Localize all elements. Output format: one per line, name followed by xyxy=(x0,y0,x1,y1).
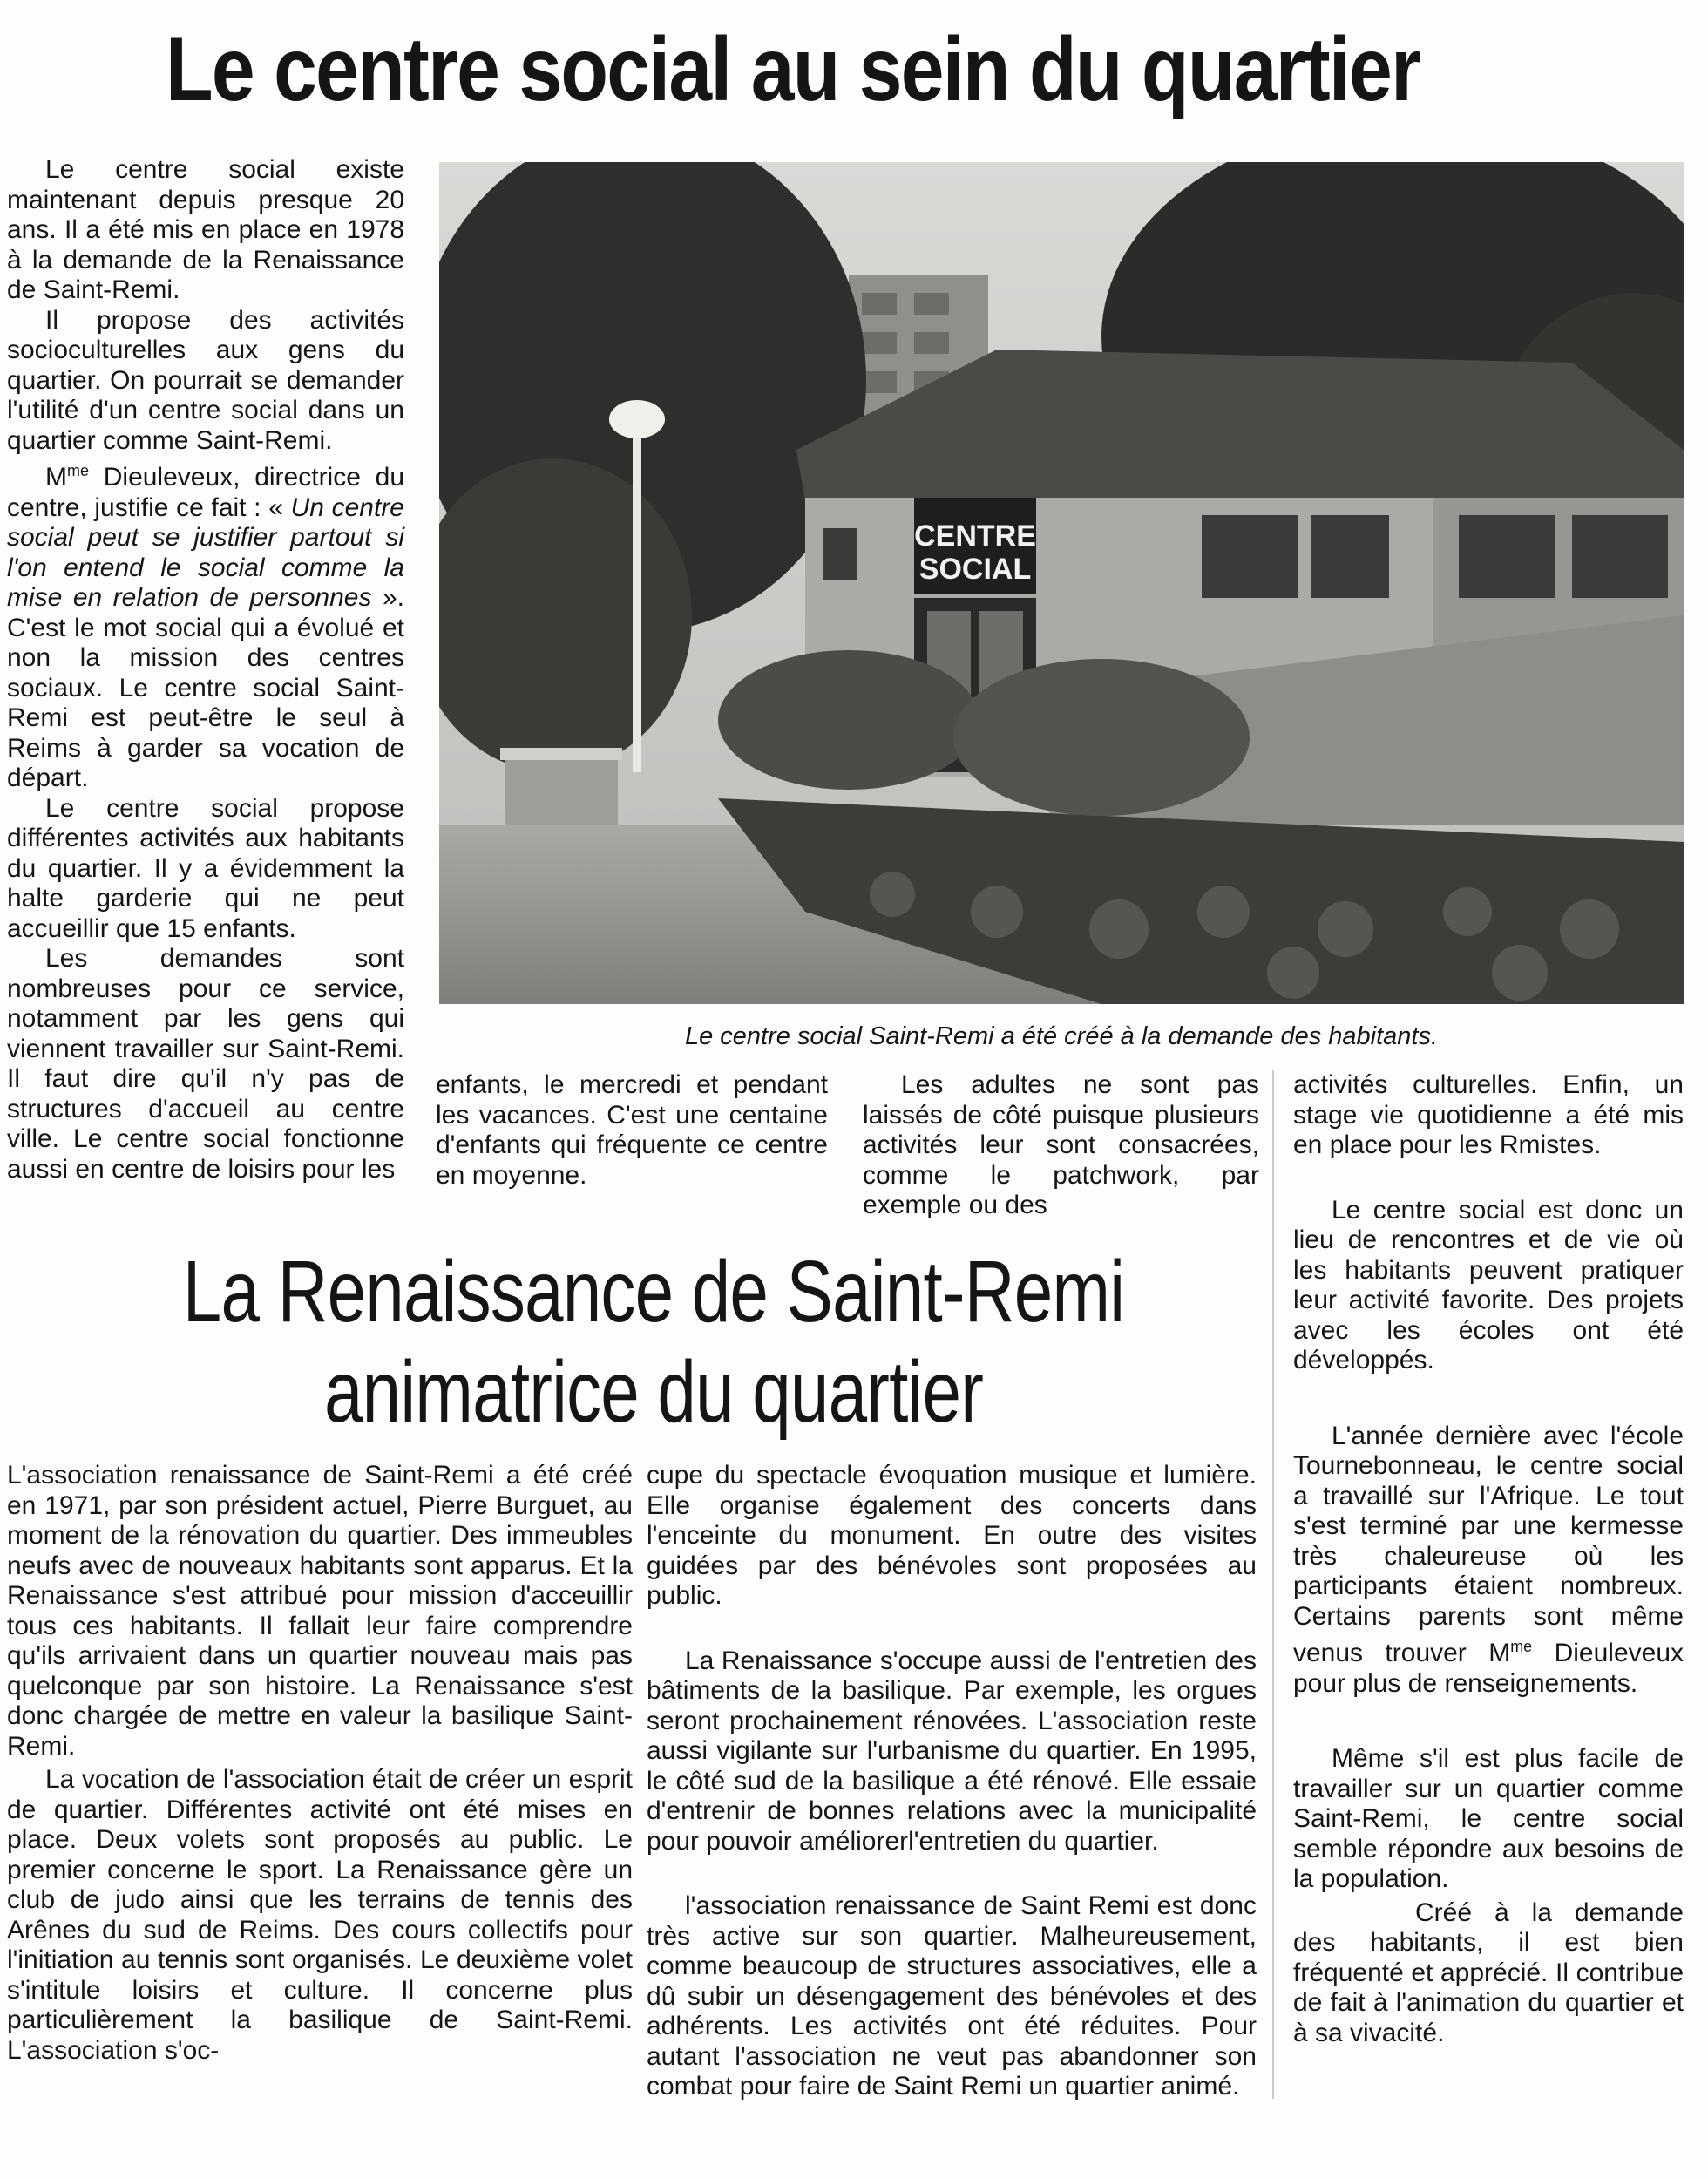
article1-column-3 xyxy=(863,1070,1259,1221)
paragraph-quote: $M^{me}$ Dieuleveux, directrice du centre, justifie ce fait : « Un centre social peut se justifier partout si l'on entend le social comme la mise en relation de personnes ». C'est le mot social qui a évolué et non la mission des centres sociaux. Le centre social Saint-Remi est peut-être le seul à Reims à garder sa vocation de départ. xyxy=(7,462,404,792)
sign-text-social: SOCIAL xyxy=(918,553,1032,586)
paragraph: Le centre social est donc un lieu de rencontres et de vie où les habitants peuvent pratiquer leur activité favorite. Des projets avec les écoles ont été développés. xyxy=(1293,1195,1684,1375)
paragraph: L'année dernière avec l'école Tournebonneau, le centre social a travaillé sur l'Afrique. Le tout s'est terminé par une kermesse très chaleureuse où les participants étaient nombreux. Certains parents sont même venus trouver $M^{me}$ Dieuleveux pour plus de renseignements. xyxy=(1293,1421,1684,1698)
article1-column-4 xyxy=(1293,1070,1684,2048)
paragraph: Il propose des activités socioculturelles aux gens du quartier. On pourrait se demander l'utilité d'un centre social dans un quartier comme Saint-Remi. xyxy=(7,305,404,455)
paragraph: La Renaissance s'occupe aussi de l'entretien des bâtiments de la basilique. Par exemple, les orgues seront prochainement rénovées. L'association reste aussi vigilante sur l'urbanisme du quartier. En 1995, le côté sud de la basilique a été rénové. Elle essaie d'entrenir de bonnes relations avec la municipalité pour pouvoir améliorerl'entretien du quartier. xyxy=(647,1646,1257,1856)
paragraph: Le centre social propose différentes activités aux habitants du quartier. Il y a évidemment la halte garderie qui ne peut accueillir que 15 enfants. xyxy=(7,793,404,943)
second-headline-line1: La Renaissance de Saint-Remi xyxy=(182,1243,1125,1341)
paragraph: enfants, le mercredi et pendant les vacances. C'est une centaine d'enfants qui fréquente ce centre en moyenne. xyxy=(436,1070,828,1190)
article1-column-1 xyxy=(7,155,404,1185)
paragraph: l'association renaissance de Saint Remi est donc très active sur son quartier. Malheureusement, comme beaucoup de structures associatives, elle a dû subir un désengagement des bénévoles et des adhérents. Les activités ont été réduites. Pour autant l'association ne veut pas abandonner son combat pour faire de Saint Remi un quartier animé. xyxy=(647,1891,1257,2101)
sign-text-centre: CENTRE xyxy=(914,519,1036,553)
paragraph: L'association renaissance de Saint-Remi a été créé en 1971, par son président actuel, Pierre Burguet, au moment de la rénovation du quartier. Des immeubles neufs avec de nouveaux habitants sont apparus. Et la Renaissance s'est attribué pour mission d'acceuillir tous ces habitants. Il fallait leur faire comprendre qu'ils arrivaient dans un quartier nouveau mais pas quelconque par son histoire. La Renaissance s'est donc chargée de mettre en valeur la basilique Saint-Remi. xyxy=(7,1461,633,1761)
photo-caption: Le centre social Saint-Remi a été créé à la demande des habitants. xyxy=(684,1022,1439,1050)
article2-column-2 xyxy=(647,1461,1257,2102)
second-headline xyxy=(52,1242,1255,1442)
paragraph: Le centre social existe maintenant depuis presque 20 ans. Il a été mis en place en 1978 à la demande de la Renaissance de Saint-Remi. xyxy=(7,155,404,304)
paragraph: Les demandes sont nombreuses pour ce service, notamment par les gens qui viennent travailler sur Saint-Remi. Il faut dire qu'il n'y pas de structures d'accueil au centre ville. Le centre social fonctionne aussi en centre de loisirs pour les xyxy=(7,944,404,1184)
paragraph: Les adultes ne sont pas laissés de côté puisque plusieurs activités leur sont consacrées, comme le patchwork, par exemple ou des xyxy=(863,1070,1259,1219)
paragraph: activités culturelles. Enfin, un stage vie quotidienne a été mis en place pour les Rmistes. xyxy=(1293,1070,1684,1159)
paragraph: cupe du spectacle évoquation musique et lumière. Elle organise également des concerts dans l'enceinte du monument. En outre des visites guidées par des bénévoles sont proposées au public. xyxy=(647,1461,1257,1610)
main-headline: Le centre social au sein du quartier xyxy=(166,19,1420,120)
second-headline-line2: animatrice du quartier xyxy=(323,1343,984,1441)
article2-column-1 xyxy=(7,1461,633,2066)
paragraph: La vocation de l'association était de créer un esprit de quartier. Différentes activité ont été mises en place. Deux volets sont proposés au public. Le premier concerne le sport. La Renaissance gère un club de judo ainsi que les terrains de tennis des Arênes du sud de Reims. Des cours collectifs pour l'initiation au tennis sont organisés. Le deuxième volet s'intitule loisirs et culture. Il concerne plus particulièrement la basilique de Saint-Remi. L'association s'oc- xyxy=(7,1765,633,2065)
paragraph: Même s'il est plus facile de travailler sur un quartier comme Saint-Remi, le centre social semble répondre aux besoins de la population. xyxy=(1293,1744,1684,1893)
article1-column-2 xyxy=(436,1070,828,1191)
centre-social-photo xyxy=(439,162,1684,1004)
column-divider xyxy=(1272,1070,1274,2099)
paragraph: Créé à la demande des habitants, il est bien fréquenté et apprécié. Il contribue de fait à l'animation du quartier et à sa vivacité. xyxy=(1293,1897,1684,2047)
